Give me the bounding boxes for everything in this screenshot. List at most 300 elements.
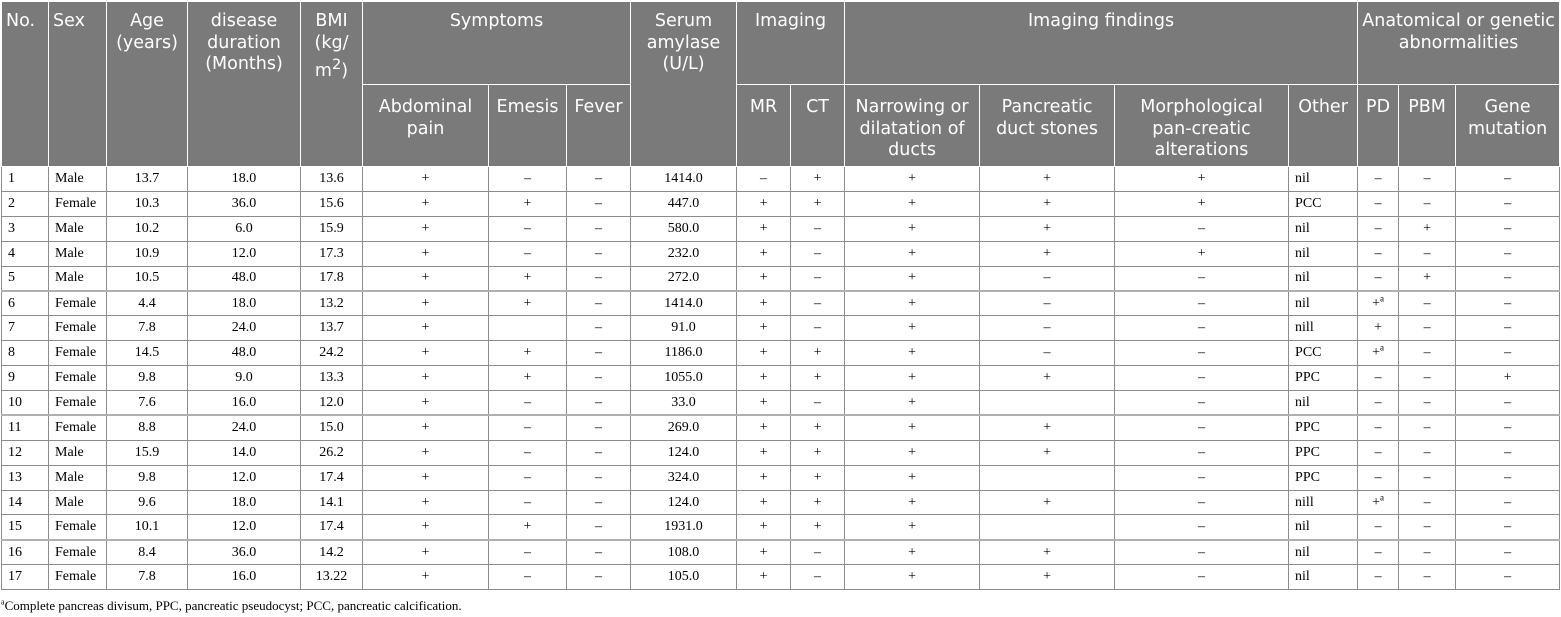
cell-pd bbox=[1358, 440, 1399, 465]
cell-sex: Male bbox=[49, 266, 107, 291]
cell-sex: Female bbox=[49, 366, 107, 391]
cell-gene-mutation: – bbox=[1456, 291, 1560, 316]
patient-table bbox=[1, 1, 1560, 590]
cell-other: PCC bbox=[1289, 341, 1358, 366]
cell-gene-mutation: – bbox=[1456, 191, 1560, 216]
cell-morphological: – bbox=[1115, 266, 1289, 291]
col-header-pd: PD bbox=[1358, 85, 1399, 167]
cell-abdominal-pain: + bbox=[363, 391, 489, 416]
col-header-sex: Sex bbox=[49, 2, 107, 167]
cell-pd bbox=[1358, 216, 1399, 241]
cell-duration: 18.0 bbox=[188, 167, 301, 192]
cell-sex: Male bbox=[49, 167, 107, 192]
bmi-header-superscript: 2 bbox=[331, 56, 342, 73]
cell-no: 11 bbox=[2, 415, 49, 440]
cell-morphological: – bbox=[1115, 415, 1289, 440]
cell-pbm: + bbox=[1399, 216, 1456, 241]
cell-ct: + bbox=[791, 440, 845, 465]
cell-stones bbox=[980, 465, 1115, 490]
cell-mr: + bbox=[737, 341, 791, 366]
cell-age: 9.6 bbox=[107, 490, 188, 515]
cell-gene-mutation: – bbox=[1456, 391, 1560, 416]
cell-ct: – bbox=[791, 216, 845, 241]
cell-other: nil bbox=[1289, 167, 1358, 192]
cell-age: 13.7 bbox=[107, 167, 188, 192]
cell-sex: Female bbox=[49, 565, 107, 590]
cell-fever: – bbox=[567, 490, 631, 515]
cell-emesis: – bbox=[489, 391, 567, 416]
cell-age: 15.9 bbox=[107, 440, 188, 465]
cell-bmi: 15.9 bbox=[301, 216, 363, 241]
cell-bmi: 17.3 bbox=[301, 241, 363, 266]
cell-other: PPC bbox=[1289, 366, 1358, 391]
cell-pd bbox=[1358, 291, 1399, 316]
table-row bbox=[2, 540, 1560, 565]
cell-stones: – bbox=[980, 291, 1115, 316]
cell-bmi: 13.2 bbox=[301, 291, 363, 316]
cell-sex: Female bbox=[49, 316, 107, 341]
pd-value: + bbox=[1372, 295, 1381, 311]
cell-ct: – bbox=[791, 565, 845, 590]
cell-mr: + bbox=[737, 291, 791, 316]
cell-amylase: 124.0 bbox=[631, 440, 737, 465]
pd-value: – bbox=[1374, 220, 1382, 236]
cell-sex: Female bbox=[49, 391, 107, 416]
cell-amylase: 1414.0 bbox=[631, 167, 737, 192]
cell-narrowing: + bbox=[845, 341, 980, 366]
cell-pd bbox=[1358, 540, 1399, 565]
cell-other: nil bbox=[1289, 216, 1358, 241]
cell-gene-mutation: – bbox=[1456, 167, 1560, 192]
cell-bmi: 12.0 bbox=[301, 391, 363, 416]
cell-morphological: – bbox=[1115, 341, 1289, 366]
cell-bmi: 15.0 bbox=[301, 415, 363, 440]
cell-amylase: 232.0 bbox=[631, 241, 737, 266]
cell-stones: – bbox=[980, 341, 1115, 366]
cell-pbm: – bbox=[1399, 515, 1456, 540]
cell-emesis: + bbox=[489, 191, 567, 216]
cell-amylase: 324.0 bbox=[631, 465, 737, 490]
col-header-bmi bbox=[301, 2, 363, 167]
cell-no: 4 bbox=[2, 241, 49, 266]
cell-other: nil bbox=[1289, 540, 1358, 565]
cell-ct: + bbox=[791, 515, 845, 540]
cell-mr: + bbox=[737, 241, 791, 266]
cell-no: 17 bbox=[2, 565, 49, 590]
cell-stones: – bbox=[980, 266, 1115, 291]
table-row bbox=[2, 191, 1560, 216]
cell-age: 10.1 bbox=[107, 515, 188, 540]
cell-pd bbox=[1358, 465, 1399, 490]
cell-bmi: 13.22 bbox=[301, 565, 363, 590]
cell-gene-mutation: – bbox=[1456, 316, 1560, 341]
cell-abdominal-pain: + bbox=[363, 415, 489, 440]
cell-gene-mutation: – bbox=[1456, 490, 1560, 515]
table-row bbox=[2, 167, 1560, 192]
col-header-age: Age (years) bbox=[107, 2, 188, 167]
table-row bbox=[2, 515, 1560, 540]
cell-no: 6 bbox=[2, 291, 49, 316]
footnote bbox=[1, 598, 462, 614]
cell-stones: + bbox=[980, 167, 1115, 192]
pd-value: – bbox=[1374, 270, 1382, 286]
cell-gene-mutation: – bbox=[1456, 515, 1560, 540]
cell-other: nil bbox=[1289, 241, 1358, 266]
cell-pd bbox=[1358, 241, 1399, 266]
col-header-pbm: PBM bbox=[1399, 85, 1456, 167]
cell-age: 7.8 bbox=[107, 316, 188, 341]
cell-ct: + bbox=[791, 366, 845, 391]
cell-sex: Male bbox=[49, 440, 107, 465]
cell-mr: + bbox=[737, 216, 791, 241]
cell-fever: – bbox=[567, 216, 631, 241]
cell-amylase: 447.0 bbox=[631, 191, 737, 216]
footnote-marker: a bbox=[1380, 342, 1385, 353]
cell-mr: + bbox=[737, 515, 791, 540]
col-header-gene-mutation: Gene mutation bbox=[1456, 85, 1560, 167]
cell-narrowing: + bbox=[845, 565, 980, 590]
cell-no: 2 bbox=[2, 191, 49, 216]
cell-morphological: – bbox=[1115, 490, 1289, 515]
cell-fever: – bbox=[567, 540, 631, 565]
cell-narrowing: + bbox=[845, 316, 980, 341]
cell-stones bbox=[980, 391, 1115, 416]
cell-morphological: – bbox=[1115, 440, 1289, 465]
cell-mr: + bbox=[737, 540, 791, 565]
cell-ct: – bbox=[791, 241, 845, 266]
cell-abdominal-pain: + bbox=[363, 191, 489, 216]
pd-value: – bbox=[1374, 420, 1382, 436]
cell-other: nil bbox=[1289, 291, 1358, 316]
cell-ct: – bbox=[791, 540, 845, 565]
cell-bmi: 13.6 bbox=[301, 167, 363, 192]
cell-duration: 48.0 bbox=[188, 266, 301, 291]
cell-duration: 18.0 bbox=[188, 490, 301, 515]
cell-gene-mutation: – bbox=[1456, 266, 1560, 291]
table-row bbox=[2, 490, 1560, 515]
cell-mr: + bbox=[737, 366, 791, 391]
cell-other: PCC bbox=[1289, 191, 1358, 216]
cell-pd bbox=[1358, 366, 1399, 391]
cell-gene-mutation: – bbox=[1456, 465, 1560, 490]
cell-age: 4.4 bbox=[107, 291, 188, 316]
pd-value: – bbox=[1374, 170, 1382, 186]
col-header-stones: Pancreatic duct stones bbox=[980, 85, 1115, 167]
cell-bmi: 24.2 bbox=[301, 341, 363, 366]
cell-age: 9.8 bbox=[107, 465, 188, 490]
col-header-abdominal-pain: Abdominal pain bbox=[363, 85, 489, 167]
cell-pd bbox=[1358, 316, 1399, 341]
cell-duration: 16.0 bbox=[188, 391, 301, 416]
cell-pbm: – bbox=[1399, 440, 1456, 465]
cell-sex: Female bbox=[49, 341, 107, 366]
cell-pbm: + bbox=[1399, 266, 1456, 291]
cell-duration: 16.0 bbox=[188, 565, 301, 590]
cell-mr: + bbox=[737, 465, 791, 490]
cell-abdominal-pain: + bbox=[363, 316, 489, 341]
cell-no: 3 bbox=[2, 216, 49, 241]
cell-abdominal-pain: + bbox=[363, 465, 489, 490]
cell-sex: Male bbox=[49, 241, 107, 266]
cell-pd bbox=[1358, 490, 1399, 515]
cell-morphological: – bbox=[1115, 565, 1289, 590]
cell-ct: + bbox=[791, 191, 845, 216]
table-row bbox=[2, 266, 1560, 291]
table-row bbox=[2, 216, 1560, 241]
cell-sex: Female bbox=[49, 291, 107, 316]
cell-narrowing: + bbox=[845, 540, 980, 565]
cell-narrowing: + bbox=[845, 241, 980, 266]
cell-other: PPC bbox=[1289, 415, 1358, 440]
footnote-marker: a bbox=[1380, 292, 1385, 303]
cell-emesis: + bbox=[489, 366, 567, 391]
bmi-header-close: ) bbox=[341, 60, 349, 81]
cell-other: nill bbox=[1289, 316, 1358, 341]
cell-pd bbox=[1358, 266, 1399, 291]
cell-fever: – bbox=[567, 465, 631, 490]
cell-emesis: + bbox=[489, 341, 567, 366]
cell-fever: – bbox=[567, 291, 631, 316]
group-header-findings: Imaging findings bbox=[845, 2, 1358, 85]
cell-narrowing: + bbox=[845, 366, 980, 391]
cell-no: 13 bbox=[2, 465, 49, 490]
cell-abdominal-pain: + bbox=[363, 341, 489, 366]
cell-morphological: – bbox=[1115, 515, 1289, 540]
cell-duration: 36.0 bbox=[188, 191, 301, 216]
cell-abdominal-pain: + bbox=[363, 266, 489, 291]
cell-mr: + bbox=[737, 490, 791, 515]
cell-fever: – bbox=[567, 316, 631, 341]
cell-no: 15 bbox=[2, 515, 49, 540]
cell-pd bbox=[1358, 415, 1399, 440]
cell-emesis: + bbox=[489, 515, 567, 540]
cell-emesis: – bbox=[489, 216, 567, 241]
cell-bmi: 14.1 bbox=[301, 490, 363, 515]
cell-age: 10.5 bbox=[107, 266, 188, 291]
cell-age: 10.9 bbox=[107, 241, 188, 266]
cell-no: 9 bbox=[2, 366, 49, 391]
cell-narrowing: + bbox=[845, 391, 980, 416]
cell-fever: – bbox=[567, 415, 631, 440]
cell-narrowing: + bbox=[845, 490, 980, 515]
cell-abdominal-pain: + bbox=[363, 490, 489, 515]
cell-no: 1 bbox=[2, 167, 49, 192]
cell-narrowing: + bbox=[845, 465, 980, 490]
cell-no: 16 bbox=[2, 540, 49, 565]
cell-fever: – bbox=[567, 515, 631, 540]
cell-ct: + bbox=[791, 490, 845, 515]
cell-mr: + bbox=[737, 266, 791, 291]
cell-age: 7.6 bbox=[107, 391, 188, 416]
cell-no: 10 bbox=[2, 391, 49, 416]
col-header-narrowing: Narrowing or dilatation of ducts bbox=[845, 85, 980, 167]
cell-mr: – bbox=[737, 167, 791, 192]
col-header-morphological: Morphological pan-creatic alterations bbox=[1115, 85, 1289, 167]
cell-abdominal-pain: + bbox=[363, 515, 489, 540]
col-header-emesis: Emesis bbox=[489, 85, 567, 167]
cell-sex: Female bbox=[49, 515, 107, 540]
cell-age: 7.8 bbox=[107, 565, 188, 590]
cell-gene-mutation: – bbox=[1456, 216, 1560, 241]
cell-stones: + bbox=[980, 490, 1115, 515]
cell-narrowing: + bbox=[845, 266, 980, 291]
cell-ct: + bbox=[791, 415, 845, 440]
cell-age: 10.2 bbox=[107, 216, 188, 241]
cell-stones bbox=[980, 515, 1115, 540]
cell-ct: – bbox=[791, 291, 845, 316]
cell-sex: Female bbox=[49, 540, 107, 565]
cell-amylase: 1186.0 bbox=[631, 341, 737, 366]
cell-other: nill bbox=[1289, 490, 1358, 515]
cell-pd bbox=[1358, 167, 1399, 192]
col-header-amylase: Serum amylase (U/L) bbox=[631, 2, 737, 167]
cell-amylase: 580.0 bbox=[631, 216, 737, 241]
cell-pd bbox=[1358, 565, 1399, 590]
cell-fever: – bbox=[567, 565, 631, 590]
cell-no: 8 bbox=[2, 341, 49, 366]
cell-abdominal-pain: + bbox=[363, 540, 489, 565]
cell-pd bbox=[1358, 515, 1399, 540]
cell-bmi: 17.4 bbox=[301, 515, 363, 540]
cell-amylase: 272.0 bbox=[631, 266, 737, 291]
cell-emesis bbox=[489, 316, 567, 341]
cell-other: nil bbox=[1289, 391, 1358, 416]
cell-morphological: – bbox=[1115, 391, 1289, 416]
cell-gene-mutation: – bbox=[1456, 540, 1560, 565]
cell-emesis: – bbox=[489, 167, 567, 192]
cell-narrowing: + bbox=[845, 440, 980, 465]
cell-pbm: – bbox=[1399, 565, 1456, 590]
table-header bbox=[2, 2, 1560, 167]
pd-value: – bbox=[1374, 394, 1382, 410]
cell-no: 14 bbox=[2, 490, 49, 515]
cell-sex: Male bbox=[49, 216, 107, 241]
cell-pbm: – bbox=[1399, 465, 1456, 490]
cell-ct: – bbox=[791, 266, 845, 291]
cell-mr: + bbox=[737, 391, 791, 416]
cell-bmi: 17.8 bbox=[301, 266, 363, 291]
group-header-anatomical: Anatomical or genetic abnormalities bbox=[1358, 2, 1560, 85]
pd-value: – bbox=[1374, 469, 1382, 485]
col-header-ct: CT bbox=[791, 85, 845, 167]
cell-gene-mutation: + bbox=[1456, 366, 1560, 391]
cell-age: 10.3 bbox=[107, 191, 188, 216]
cell-pbm: – bbox=[1399, 191, 1456, 216]
cell-duration: 6.0 bbox=[188, 216, 301, 241]
cell-morphological: – bbox=[1115, 216, 1289, 241]
cell-pbm: – bbox=[1399, 540, 1456, 565]
cell-gene-mutation: – bbox=[1456, 341, 1560, 366]
cell-stones: + bbox=[980, 565, 1115, 590]
cell-fever: – bbox=[567, 391, 631, 416]
cell-morphological: + bbox=[1115, 167, 1289, 192]
cell-amylase: 105.0 bbox=[631, 565, 737, 590]
cell-fever: – bbox=[567, 366, 631, 391]
cell-amylase: 124.0 bbox=[631, 490, 737, 515]
cell-morphological: – bbox=[1115, 291, 1289, 316]
cell-narrowing: + bbox=[845, 291, 980, 316]
cell-amylase: 1055.0 bbox=[631, 366, 737, 391]
cell-ct: – bbox=[791, 391, 845, 416]
cell-amylase: 108.0 bbox=[631, 540, 737, 565]
cell-other: nil bbox=[1289, 266, 1358, 291]
col-header-duration: disease duration (Months) bbox=[188, 2, 301, 167]
col-header-other: Other bbox=[1289, 85, 1358, 167]
cell-mr: + bbox=[737, 440, 791, 465]
cell-age: 8.4 bbox=[107, 540, 188, 565]
cell-stones: + bbox=[980, 540, 1115, 565]
cell-age: 14.5 bbox=[107, 341, 188, 366]
pd-value: – bbox=[1374, 370, 1382, 386]
cell-pbm: – bbox=[1399, 316, 1456, 341]
cell-emesis: – bbox=[489, 490, 567, 515]
cell-pbm: – bbox=[1399, 291, 1456, 316]
cell-gene-mutation: – bbox=[1456, 565, 1560, 590]
cell-amylase: 33.0 bbox=[631, 391, 737, 416]
table-row bbox=[2, 241, 1560, 266]
table-row bbox=[2, 440, 1560, 465]
cell-stones: + bbox=[980, 216, 1115, 241]
pd-value: + bbox=[1372, 345, 1381, 361]
cell-pbm: – bbox=[1399, 490, 1456, 515]
cell-no: 7 bbox=[2, 316, 49, 341]
cell-bmi: 14.2 bbox=[301, 540, 363, 565]
cell-no: 5 bbox=[2, 266, 49, 291]
cell-abdominal-pain: + bbox=[363, 565, 489, 590]
cell-abdominal-pain: + bbox=[363, 167, 489, 192]
cell-emesis: – bbox=[489, 440, 567, 465]
pd-value: – bbox=[1374, 195, 1382, 211]
cell-emesis: – bbox=[489, 465, 567, 490]
cell-ct: – bbox=[791, 316, 845, 341]
cell-emesis: + bbox=[489, 291, 567, 316]
cell-fever: – bbox=[567, 241, 631, 266]
cell-pbm: – bbox=[1399, 415, 1456, 440]
cell-age: 8.8 bbox=[107, 415, 188, 440]
table-body bbox=[2, 167, 1560, 590]
pd-value: – bbox=[1374, 444, 1382, 460]
pd-value: – bbox=[1374, 544, 1382, 560]
cell-pd bbox=[1358, 391, 1399, 416]
cell-stones: – bbox=[980, 316, 1115, 341]
cell-duration: 24.0 bbox=[188, 316, 301, 341]
cell-abdominal-pain: + bbox=[363, 366, 489, 391]
cell-other: PPC bbox=[1289, 440, 1358, 465]
cell-bmi: 26.2 bbox=[301, 440, 363, 465]
pd-value: + bbox=[1374, 320, 1383, 336]
bmi-header-text: BMI (kg/ m bbox=[314, 11, 349, 81]
cell-morphological: – bbox=[1115, 540, 1289, 565]
cell-narrowing: + bbox=[845, 216, 980, 241]
table-row bbox=[2, 465, 1560, 490]
table-row bbox=[2, 341, 1560, 366]
table-row bbox=[2, 415, 1560, 440]
cell-duration: 36.0 bbox=[188, 540, 301, 565]
cell-duration: 12.0 bbox=[188, 241, 301, 266]
cell-emesis: + bbox=[489, 266, 567, 291]
cell-pbm: – bbox=[1399, 366, 1456, 391]
pd-value: – bbox=[1374, 569, 1382, 585]
cell-stones: + bbox=[980, 366, 1115, 391]
cell-abdominal-pain: + bbox=[363, 291, 489, 316]
cell-ct: + bbox=[791, 465, 845, 490]
cell-mr: + bbox=[737, 316, 791, 341]
cell-no: 12 bbox=[2, 440, 49, 465]
cell-amylase: 1931.0 bbox=[631, 515, 737, 540]
col-header-mr: MR bbox=[737, 85, 791, 167]
cell-duration: 12.0 bbox=[188, 515, 301, 540]
cell-duration: 12.0 bbox=[188, 465, 301, 490]
